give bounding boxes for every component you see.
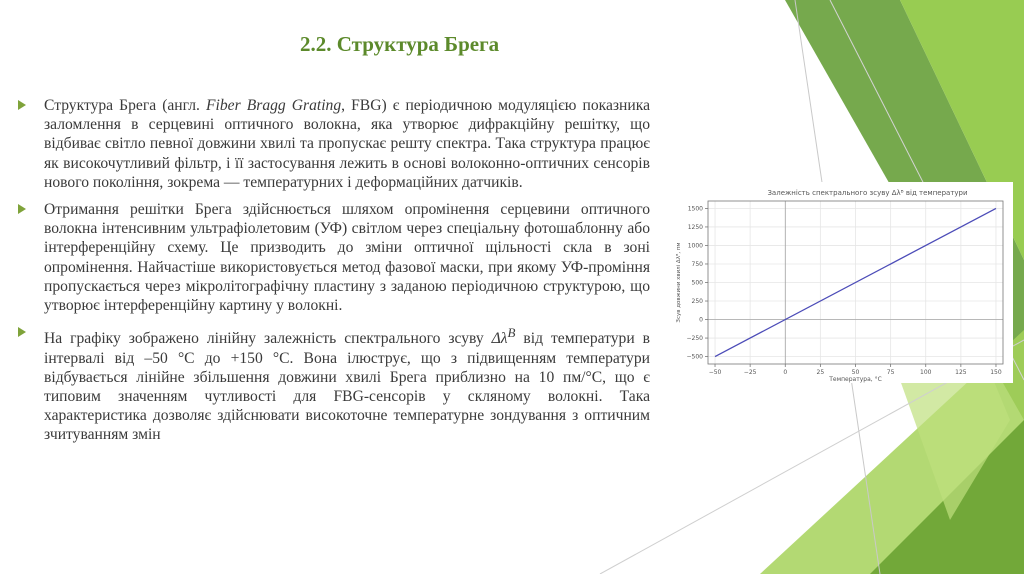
bullet-3-symbol: Δλ (491, 330, 508, 348)
x-tick-label: 50 (851, 369, 860, 376)
chart-svg (670, 182, 1013, 383)
bullet-triangle-icon (18, 204, 26, 214)
slide-title: 2.2. Структура Брега (300, 32, 500, 56)
bullet-triangle-icon (18, 100, 26, 110)
x-tick-label: 100 (920, 369, 932, 376)
bullet-1-text-pre: Структура Брега (англ. (44, 97, 207, 114)
y-tick-label: 1250 (687, 223, 703, 231)
bullet-triangle-icon (18, 327, 26, 337)
y-tick-label: 0 (699, 316, 703, 324)
x-tick-label: −25 (743, 369, 757, 376)
bullet-3-text-post: від температури в інтервалі від –50 °C до +150 °C. Вона ілюструє, що з підвищенням температури відбувається лінійне збільшення довжини хвилі Брега приблизно на 10 пм/°C, що є типовим значенням чутливості для FBG-сенсорів у скляному волокні. Така характеристика дозволяє здійснювати високоточне температурне зондування з оптичним зчитуванням змін (44, 330, 650, 444)
y-tick-label: 750 (691, 260, 703, 268)
bullet-1-italic-term: Fiber Bragg Grating (206, 97, 342, 114)
x-tick-label: 0 (783, 369, 788, 376)
bullet-3-symbol-sup: B (507, 325, 516, 341)
bullet-item-2 (18, 200, 650, 315)
bullet-3-text-pre: На графіку зображено лінійну залежність спектрального зсуву (44, 330, 492, 348)
x-axis-label: Температура, °C (829, 376, 882, 383)
x-tick-label: 150 (990, 369, 1002, 376)
chart-title: Залежність спектрального зсуву Δλᴮ від температури (767, 189, 968, 197)
y-tick-label: 1000 (687, 242, 703, 250)
y-tick-label: 1500 (687, 205, 703, 213)
x-tick-label: 75 (886, 369, 895, 376)
x-tick-label: 25 (816, 369, 825, 376)
y-tick-label: 500 (691, 279, 703, 287)
bullet-2-text: Отримання решітки Брега здійснюється шляхом опромінення серцевини оптичного волокна інтенсивним ультрафіолетовим (УФ) світлом через спеціальну фотошаблонну або інтерференційну схему. Це призводить до зміни оптичної щільності скла в зоні опромінення. Найчастіше використовується метод фазової маски, при якому УФ-проміння пропускається через мікролітографічну пластину з заданою періодичною структурою, що утворює інтерференційну картину у волокні. (44, 201, 650, 315)
chart-container (670, 182, 1013, 383)
bullet-item-1 (18, 96, 650, 192)
x-tick-label: 125 (955, 369, 967, 376)
y-tick-label: −500 (686, 353, 703, 361)
y-tick-label: 250 (691, 298, 703, 306)
y-axis-label: Зсув довжини хвилі Δλᴮ, пм (676, 242, 682, 323)
slide-content (18, 96, 650, 453)
bullet-item-3 (18, 323, 650, 444)
bullet-1-text-post: , FBG) є періодичною модуляцією показника заломлення в серцевині оптичного волокна, яка утворює дифракційну решітку, що відбиває світло певної довжини хвилі та пропускає решту спектра. Така структура працює як високочутливий фільтр, і її застосування лежить в основі волоконно-оптичних сенсорів нового покоління, зокрема — температурних і деформаційних датчиків. (44, 97, 650, 191)
y-tick-label: −250 (686, 335, 703, 343)
x-tick-label: −50 (708, 369, 722, 376)
